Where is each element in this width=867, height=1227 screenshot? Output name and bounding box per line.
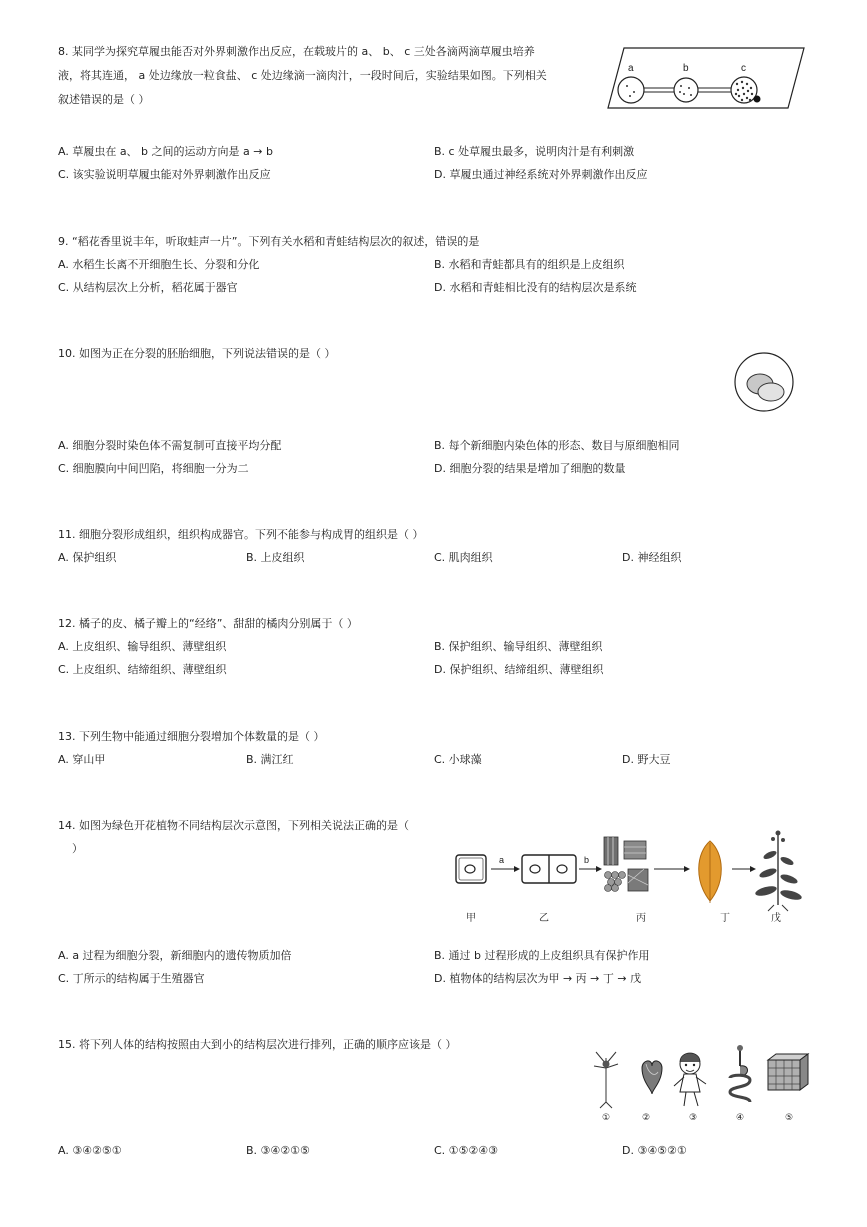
q14-fig-label-yi: 乙 — [539, 913, 549, 924]
q10-stem: 10. 如图为正在分裂的胚胎细胞，下列说法错误的是（ ） — [58, 347, 336, 360]
q15-fig-label-4: ④ — [735, 1113, 745, 1123]
q13-option-b[interactable]: B. 满江红 — [246, 753, 294, 766]
q11-option-c[interactable]: C. 肌肉组织 — [434, 551, 493, 564]
q13-option-c[interactable]: C. 小球藻 — [434, 753, 482, 766]
q14-arrow-label-b: b — [584, 855, 590, 865]
q8-stem-line-1: 8. 某同学为探究草履虫能否对外界刺激作出反应，在载玻片的 a、 b、 c 三处各滴两滴草履虫培养 — [58, 45, 535, 58]
q15-option-d[interactable]: D. ③④⑤②① — [622, 1144, 687, 1157]
q8-stem-line-2: 液，将其连通， a 处边缘放一粒食盐、 c 处边缘滴一滴肉汁，一段时间后，实验结果如图。下列相关 — [58, 69, 547, 82]
q11-option-b[interactable]: B. 上皮组织 — [246, 551, 305, 564]
q8-fig-label-a: a — [628, 63, 634, 74]
q9-option-b[interactable]: B. 水稻和青蛙都具有的组织是上皮组织 — [434, 258, 625, 271]
q10-dividing-cell-figure — [732, 352, 796, 412]
q10-option-d[interactable]: D. 细胞分裂的结果是增加了细胞的数量 — [434, 462, 626, 475]
q13-option-a[interactable]: A. 穿山甲 — [58, 753, 106, 766]
q9-option-d[interactable]: D. 水稻和青蛙相比没有的结构层次是系统 — [434, 281, 637, 294]
q14-fig-label-bing: 丙 — [636, 913, 646, 924]
q14-fig-label-jia: 甲 — [466, 913, 476, 924]
q14-fig-label-wu: 戊 — [771, 913, 781, 924]
q11-stem: 11. 细胞分裂形成组织，组织构成器官。下列不能参与构成胃的组织是（ ） — [58, 528, 424, 541]
q11-option-a[interactable]: A. 保护组织 — [58, 551, 117, 564]
q10-option-c[interactable]: C. 细胞膜向中间凹陷，将细胞一分为二 — [58, 462, 249, 475]
q8-option-b[interactable]: B. c 处草履虫最多，说明肉汁是有利刺激 — [434, 145, 635, 158]
q8-option-d[interactable]: D. 草履虫通过神经系统对外界刺激作出反应 — [434, 168, 648, 181]
q9-stem: 9. “稻花香里说丰年，听取蛙声一片”。下列有关水稻和青蛙结构层次的叙述，错误的是 — [58, 235, 480, 248]
q15-fig-label-1: ① — [601, 1113, 611, 1123]
q8-option-c[interactable]: C. 该实验说明草履虫能对外界刺激作出反应 — [58, 168, 271, 181]
q8-option-a[interactable]: A. 草履虫在 a、 b 之间的运动方向是 a → b — [58, 145, 273, 158]
q8-fig-label-b: b — [683, 63, 689, 74]
q12-option-c[interactable]: C. 上皮组织、结缔组织、薄壁组织 — [58, 663, 227, 676]
q15-option-a[interactable]: A. ③④②⑤① — [58, 1144, 122, 1157]
q8-stem-line-3: 叙述错误的是（ ） — [58, 93, 150, 106]
q12-option-d[interactable]: D. 保护组织、结缔组织、薄壁组织 — [434, 663, 604, 676]
q12-option-b[interactable]: B. 保护组织、输导组织、薄壁组织 — [434, 640, 603, 653]
q14-arrow-label-a: a — [499, 855, 505, 865]
q14-option-b[interactable]: B. 通过 b 过程形成的上皮组织具有保护作用 — [434, 949, 650, 962]
q11-option-d[interactable]: D. 神经组织 — [622, 551, 682, 564]
q12-stem: 12. 橘子的皮、橘子瓣上的“经络”、甜甜的橘肉分别属于（ ） — [58, 617, 358, 630]
q14-option-c[interactable]: C. 丁所示的结构属于生殖器官 — [58, 972, 205, 985]
q15-option-c[interactable]: C. ①⑤②④③ — [434, 1144, 498, 1157]
q14-stem-line-2: ） — [58, 842, 83, 855]
q15-human-levels-figure — [590, 1044, 810, 1124]
q15-fig-label-2: ② — [641, 1113, 651, 1123]
q15-fig-label-3: ③ — [688, 1113, 698, 1123]
q9-option-c[interactable]: C. 从结构层次上分析，稻花属于器官 — [58, 281, 238, 294]
q14-stem-line-1: 14. 如图为绿色开花植物不同结构层次示意图，下列相关说法正确的是（ — [58, 819, 409, 832]
q15-fig-label-5: ⑤ — [784, 1113, 794, 1123]
q12-option-a[interactable]: A. 上皮组织、输导组织、薄壁组织 — [58, 640, 227, 653]
q10-option-b[interactable]: B. 每个新细胞内染色体的形态、数目与原细胞相同 — [434, 439, 680, 452]
q8-slide-figure — [606, 44, 806, 112]
q14-option-d[interactable]: D. 植物体的结构层次为甲 → 丙 → 丁 → 戊 — [434, 972, 642, 985]
q10-option-a[interactable]: A. 细胞分裂时染色体不需复制可直接平均分配 — [58, 439, 282, 452]
q15-option-b[interactable]: B. ③④②①⑤ — [246, 1144, 310, 1157]
q14-option-a[interactable]: A. a 过程为细胞分裂，新细胞内的遗传物质加倍 — [58, 949, 292, 962]
q14-fig-label-ding: 丁 — [720, 913, 730, 924]
q15-stem: 15. 将下列人体的结构按照由大到小的结构层次进行排列，正确的顺序应该是（ ） — [58, 1038, 457, 1051]
q13-option-d[interactable]: D. 野大豆 — [622, 753, 671, 766]
q9-option-a[interactable]: A. 水稻生长离不开细胞生长、分裂和分化 — [58, 258, 260, 271]
q13-stem: 13. 下列生物中能通过细胞分裂增加个体数量的是（ ） — [58, 730, 325, 743]
q8-fig-label-c: c — [741, 63, 746, 74]
q14-plant-levels-figure — [448, 825, 814, 925]
